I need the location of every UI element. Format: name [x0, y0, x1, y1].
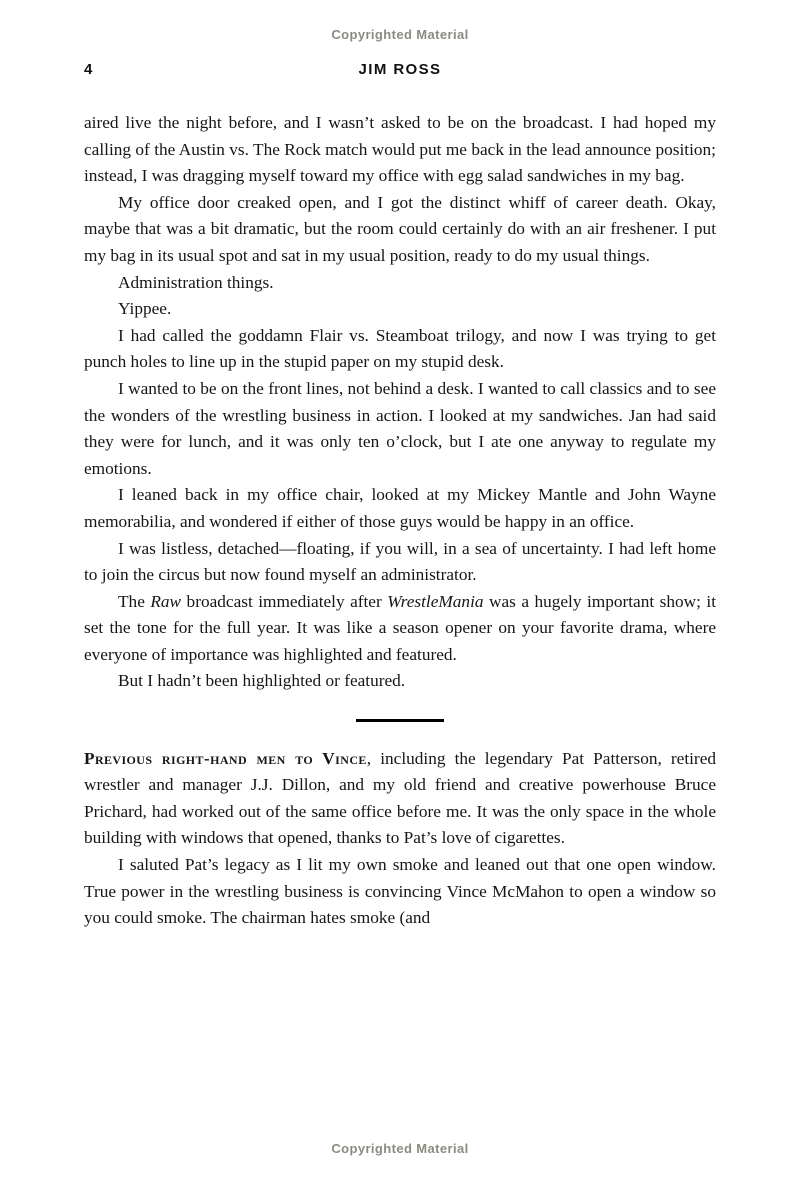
- paragraph: [84, 536, 716, 589]
- body-text: [84, 110, 716, 932]
- paragraph: [84, 852, 716, 932]
- text-segment: , including the legendary Pat Patterson, retired wrestler and manager J.J. Dillon, and my old friend and creative powerhouse Bruce Prichard, had worked out of the same office before me. It was the only space in the whole building with windows that opened, thanks to Pat’s love of cigarettes.: [84, 748, 717, 848]
- text-segment: I was listless, detached—floating, if you will, in a sea of uncertainty. I had left home to join the circus but now found myself an administrator.: [84, 538, 716, 585]
- paragraph: [84, 589, 716, 669]
- text-segment: I had called the goddamn Flair vs. Steamboat trilogy, and now I was trying to get punch holes to line up in the stupid paper on my stupid desk.: [84, 325, 716, 372]
- text-segment-italic: Raw: [150, 591, 182, 611]
- page-number: 4: [84, 61, 93, 78]
- running-header: [0, 61, 800, 78]
- copyright-notice-top: Copyrighted Material: [331, 27, 469, 42]
- paragraph: [84, 376, 716, 482]
- text-segment: aired live the night before, and I wasn’t asked to be on the broadcast. I had hoped my calling of the Austin vs. The Rock match would put me back in the lead announce position; instead, I was dragging myself toward my office with egg salad sandwiches in my bag.: [84, 113, 716, 186]
- section-divider: [356, 719, 444, 722]
- text-segment: I wanted to be on the front lines, not behind a desk. I wanted to call classics and to see the wonders of the wrestling business in action. I looked at my sandwiches. Jan had said they were for lunch, and it was only ten o’clock, but I ate one anyway to regulate my emotions.: [84, 378, 716, 478]
- running-header-title: JIM ROSS: [358, 61, 442, 78]
- paragraph: [84, 323, 716, 376]
- paragraph: [84, 296, 716, 323]
- paragraph: [84, 746, 716, 852]
- paragraph: [84, 668, 716, 695]
- text-segment: was a hugely important show; it set the tone for the full year. It was like a season opener on your favorite drama, where everyone of importance was highlighted and featured.: [84, 591, 716, 664]
- text-segment: broadcast immediately after: [181, 591, 388, 611]
- paragraph: [84, 482, 716, 535]
- text-segment: I saluted Pat’s legacy as I lit my own smoke and leaned out that one open window. True power in the wrestling business is convincing Vince McMahon to open a window so you could smoke. The chairman hates smoke (and: [84, 854, 716, 928]
- text-segment-smallcaps: Previous right-hand men to Vince: [84, 748, 367, 768]
- paragraph: [84, 110, 716, 190]
- text-segment: I leaned back in my office chair, looked at my Mickey Mantle and John Wayne memorabilia, and wondered if either of those guys would be happy in an office.: [84, 485, 716, 531]
- paragraph: [84, 190, 716, 270]
- text-segment: Administration things.: [118, 272, 274, 292]
- copyright-notice-bottom: Copyrighted Material: [331, 1141, 469, 1156]
- paragraph: [84, 270, 716, 297]
- text-segment: My office door creaked open, and I got the distinct whiff of career death. Okay, maybe that was a bit dramatic, but the room could certainly do with an air freshener. I put my bag in its usual spot and sat in my usual position, ready to do my usual things.: [84, 192, 716, 265]
- text-segment: The: [118, 591, 151, 611]
- text-segment-italic: WrestleMania: [387, 591, 484, 611]
- text-segment: Yippee.: [118, 299, 172, 319]
- text-segment: But I hadn’t been highlighted or featured.: [118, 671, 406, 691]
